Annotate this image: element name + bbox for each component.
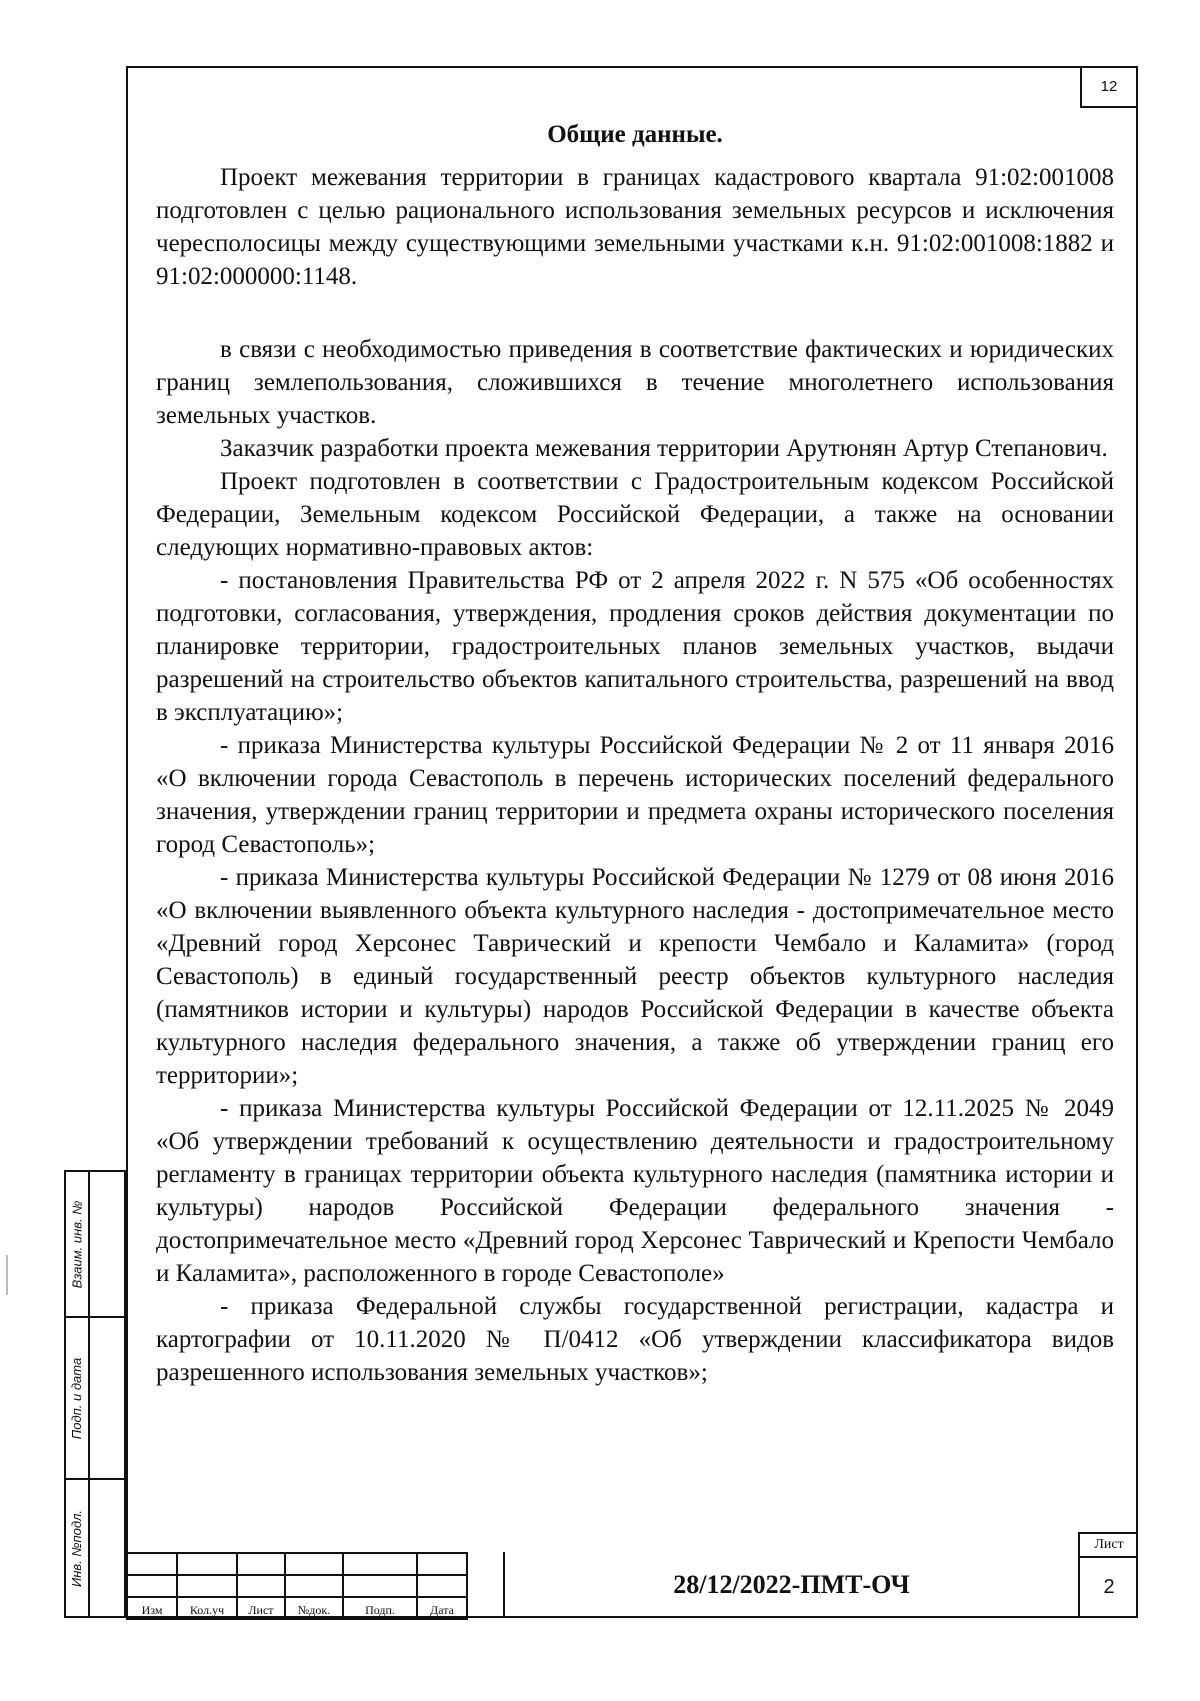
side-cell-inv: [64, 1478, 126, 1618]
stamp-col-data: Дата: [417, 1597, 467, 1619]
document-body: [156, 118, 1114, 1389]
stamp-col-list: Лист: [237, 1597, 285, 1619]
stamp-col-ndok: №док.: [285, 1597, 343, 1619]
side-cell-vzaim: [64, 1170, 126, 1318]
side-label-inv: Инв. №подл.: [69, 1509, 85, 1587]
paragraph-act-1279: - приказа Министерства культуры Российской Федерации № 1279 от 08 июня 2016 «О включении выявленного объекта культурного наследия - достопримечательное место «Древний город Херсонес Таврический и крепости Чембало и Каламита» (город Севастополь) в единый государственный реестр объектов культурного наследия (памятников истории и культуры) народов Российской Федерации в качестве объекта культурного наследия федерального значения, а также об утверждении границ его территории»;: [156, 864, 1114, 1089]
paragraph-act-2: - приказа Министерства культуры Российской Федерации № 2 от 11 января 2016 «О включении города Севастополь в перечень исторических поселений федерального значения, утверждении границ территории и предмета охраны исторического поселения город Севастополь»;: [156, 732, 1114, 858]
title-block-grid: [126, 1552, 468, 1620]
corner-page-number: 12: [1080, 66, 1136, 108]
sheet-box: [1078, 1532, 1138, 1618]
spacer: [156, 293, 1114, 333]
stamp-col-koluch: Кол.уч: [177, 1597, 237, 1619]
paragraph-customer: Заказчик разработки проекта межевания территории Арутюнян Артур Степанович.: [220, 435, 1108, 462]
sheet-number: 2: [1103, 1575, 1115, 1598]
page-title: Общие данные.: [547, 121, 723, 148]
stamp-col-izm: Изм: [127, 1597, 177, 1619]
paragraph-act-p0412: - приказа Федеральной службы государственной регистрации, кадастра и картографии от 10.11.2020 № П/0412 «Об утверждении классификатора видов разрешенного использования земельных участков»;: [156, 1293, 1114, 1386]
paragraph-reason: в связи с необходимостью приведения в соответствие фактических и юридических границ землепользования, сложившихся в течение многолетнего использования земельных участков.: [156, 336, 1114, 429]
side-label-vzaim: Взаим. инв. №: [69, 1200, 85, 1288]
side-stamp: [64, 1170, 126, 1618]
paragraph-act-2049: - приказа Министерства культуры Российской Федерации от 12.11.2025 № 2049 «Об утверждении требований к осуществлению деятельности и градостроительному регламенту в границах территории объекта культурного наследия (памятника истории и культуры) народов Российской Федерации федерального значения - достопримечательное место «Древний город Херсонес Таврический и Крепости Чембало и Каламита», расположенного в городе Севастополе»: [156, 1095, 1114, 1287]
paragraph-purpose: Проект межевания территории в границах кадастрового квартала 91:02:001008 подготовлен с целью рационального использования земельных ресурсов и исключения чересполосицы между существующими земельными участками к.н. 91:02:001008:1882 и 91:02:000000:1148.: [156, 164, 1114, 290]
title-block: [126, 1537, 1138, 1618]
stamp-col-podp: Подп.: [343, 1597, 417, 1619]
document-code: 28/12/2022-ПМТ-ОЧ: [503, 1552, 1078, 1618]
side-cell-podp: [64, 1316, 126, 1480]
scan-mark: [6, 1255, 8, 1295]
sheet-label: Лист: [1080, 1532, 1138, 1558]
paragraph-basis: Проект подготовлен в соответствии с Градостроительным кодексом Российской Федерации, Земельным кодексом Российской Федерации, а также на основании следующих нормативно-правовых актов:: [156, 468, 1114, 561]
side-label-podp: Подп. и дата: [69, 1357, 85, 1439]
paragraph-act-575: - постановления Правительства РФ от 2 апреля 2022 г. N 575 «Об особенностях подготовки, согласования, утверждения, продления сроков действия документации по планировке территории, градостроительных планов земельных участков, выдачи разрешений на строительство объектов капитального строительства, разрешений на ввод в эксплуатацию»;: [156, 567, 1114, 726]
